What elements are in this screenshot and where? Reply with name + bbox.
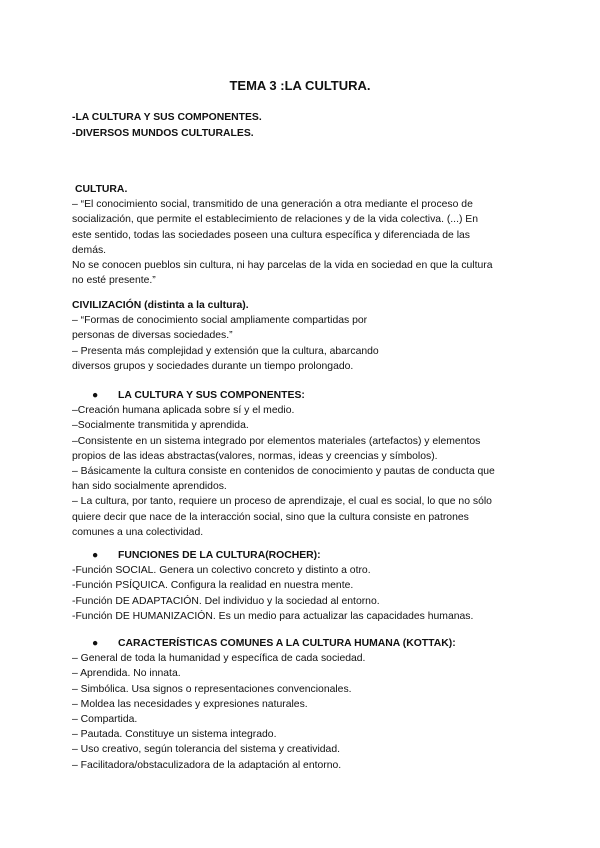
paragraph-line: – “Formas de conocimiento social ampliamente compartidas por (72, 315, 368, 327)
paragraph-line: –Socialmente transmitida y aprendida. (72, 420, 249, 432)
paragraph-line: – Facilitadora/obstaculizadora de la adaptación al entorno. (72, 759, 342, 771)
bullet-icon: ● (92, 550, 99, 561)
paragraph-line: propios de las ideas abstractas(valores, normas, ideas y creencias y símbolos). (72, 450, 438, 462)
section-heading-text: LA CULTURA Y SUS COMPONENTES: (118, 390, 305, 401)
paragraph-line: -Función PSÍQUICA. Configura la realidad en nuestra mente. (72, 580, 354, 592)
section-cultura (72, 182, 528, 288)
paragraph-line: quiere decir que nace de la interacción social, sino que la cultura consiste en patrones (72, 511, 469, 523)
section-heading (72, 636, 528, 651)
paragraph-line: – Pautada. Constituye un sistema integrado. (72, 729, 277, 741)
paragraph-line: – La cultura, por tanto, requiere un proceso de aprendizaje, el cual es social, lo que no sólo (72, 496, 492, 508)
section-civilizacion (72, 298, 528, 374)
section-componentes (72, 388, 528, 540)
paragraph-line: -Función DE HUMANIZACIÓN. Es un medio para actualizar las capacidades humanas. (72, 610, 474, 622)
paragraph-line: -Función SOCIAL. Genera un colectivo concreto y distinto a otro. (72, 565, 371, 577)
paragraph-line: – Simbólica. Usa signos o representaciones convencionales. (72, 683, 352, 695)
paragraph-line: comunes a una colectividad. (72, 526, 204, 538)
paragraph-line: este sentido, todas las sociedades poseen una cultura específica y diferenciada de las (72, 229, 470, 241)
section-heading (72, 548, 528, 563)
subtitle-components: -LA CULTURA Y SUS COMPONENTES. (72, 112, 262, 123)
paragraph-line: – “El conocimiento social, transmitido de una generación a otra mediante el proceso de (72, 199, 473, 211)
paragraph-line: – General de toda la humanidad y específica de cada sociedad. (72, 653, 366, 665)
paragraph-line: – Aprendida. No innata. (72, 668, 181, 680)
section-funciones (72, 548, 528, 624)
paragraph-line: socialización, que permite el establecimiento de relaciones y de la vida colectiva. (...) En (72, 214, 479, 226)
paragraph-line: No se conocen pueblos sin cultura, ni hay parcelas de la vida en sociedad en que la cultura (72, 260, 493, 272)
section-heading (72, 388, 528, 403)
paragraph-line: –Creación humana aplicada sobre sí y el medio. (72, 405, 295, 417)
page-title: TEMA 3 :LA CULTURA. (229, 78, 371, 93)
section-heading-text: FUNCIONES DE LA CULTURA(ROCHER): (118, 550, 321, 561)
paragraph-line: demás. (72, 244, 107, 256)
paragraph-line: – Moldea las necesidades y expresiones naturales. (72, 698, 308, 710)
paragraph-line: diversos grupos y sociedades durante un tiempo prolongado. (72, 360, 354, 372)
paragraph-line: – Presenta más complejidad y extensión que la cultura, abarcando (72, 345, 379, 357)
section-heading: CIVILIZACIÓN (distinta a la cultura). (72, 300, 249, 311)
bullet-icon: ● (92, 638, 99, 649)
paragraph-line: no esté presente.” (72, 275, 156, 287)
paragraph-line: – Uso creativo, según tolerancia del sistema y creatividad. (72, 744, 340, 756)
section-caracteristicas (72, 636, 528, 773)
subtitle-worlds: -DIVERSOS MUNDOS CULTURALES. (72, 128, 254, 139)
paragraph-line: personas de diversas sociedades.” (72, 330, 233, 342)
section-heading: CULTURA. (75, 184, 128, 195)
paragraph-line: – Básicamente la cultura consiste en contenidos de conocimiento y pautas de conducta que (72, 466, 495, 478)
paragraph-line: – Compartida. (72, 714, 138, 726)
paragraph-line: -Función DE ADAPTACIÓN. Del individuo y la sociedad al entorno. (72, 595, 380, 607)
paragraph-line: –Consistente en un sistema integrado por elementos materiales (artefactos) y elementos (72, 435, 481, 447)
section-heading-text: CARACTERÍSTICAS COMUNES A LA CULTURA HUMANA (KOTTAK): (118, 638, 456, 649)
bullet-icon: ● (92, 390, 99, 401)
paragraph-line: han sido socialmente aprendidos. (72, 481, 227, 493)
